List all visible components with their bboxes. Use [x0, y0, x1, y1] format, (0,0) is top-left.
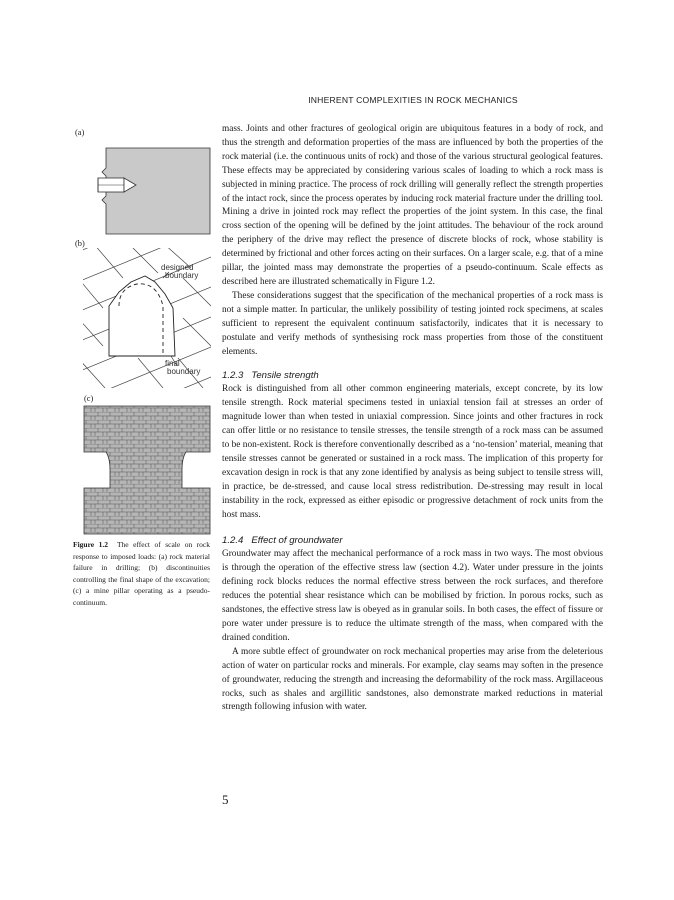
final-boundary-label: final boundary: [165, 359, 201, 376]
figure-panel-c-pillar: [82, 404, 212, 536]
section-heading-tensile-strength: 1.2.3 Tensile strength: [222, 370, 319, 382]
page-number: 5: [222, 792, 229, 807]
paragraph-4: Groundwater may affect the mechanical performance of a rock mass in two ways. The most obvious is through the operation of the effective stress law (section 4.2). Water under pressure in the joints defining rock blocks reduces the normal effective stress between the rock surfaces, and therefore reduces the potential shear resistance which can be mobilised by friction. In porous rocks, such as sandstones, the effective stress law is obeyed as in granular soils. In both cases, the effect of fissure or pore water under pressure is to reduce the ultimate strength of the mass, when compared with the drained condition.: [222, 549, 603, 643]
figure-caption: Figure 1.2 The effect of scale on rock response to imposed loads: (a) rock material failure in drilling; (b) discontinuities controlling the final shape of the excavation; (c) a mine pillar operating as a pseudo-continuum.: [73, 540, 211, 607]
main-text-column: [222, 123, 603, 715]
figure-panel-c-label: (c): [84, 394, 94, 403]
designed-boundary-label: designed boundary: [161, 263, 199, 280]
figure-panel-a-label: (a): [75, 128, 85, 137]
figure-panel-b-label: (b): [75, 239, 85, 248]
figure-panel-b-drive: [83, 248, 211, 388]
paragraph-3: Rock is distinguished from all other common engineering materials, except concrete, by its low tensile strength. Rock material specimens tested in uniaxial tension fail at stresses an order of magnitude lower than when tested in uniaxial compression. Since joints and other fractures in rock can offer little or no resistance to tensile stresses, the tensile strength of a rock mass can be assumed to be non-existent. Rock is therefore conventionally described as a ‘no-tension’ material, meaning that tensile stresses cannot be generated or sustained in a rock mass. The implication of this property for excavation design in rock is that any zone identified by analysis as being subject to tensile stress will, in practice, be de-stressed, and cause local stress redistribution. De-stressing may result in local instability in the rock, expressed as either episodic or progressive detachment of rock units from the host mass.: [222, 384, 603, 520]
section-heading-effect-of-groundwater: 1.2.4 Effect of groundwater: [222, 535, 343, 547]
running-head: INHERENT COMPLEXITIES IN ROCK MECHANICS: [308, 95, 518, 105]
paragraph-2: These considerations suggest that the specification of the mechanical properties of a rock mass is not a simple matter. In particular, the unlikely possibility of testing jointed rock specimens, at scales sufficient to represent the equivalent continuum satisfactorily, indicates that it is necessary to postulate and verify methods of synthesising rock mass properties from those of the constituent elements.: [222, 290, 603, 357]
figure-panel-a-drilling: [84, 138, 214, 238]
paragraph-5: A more subtle effect of groundwater on rock mechanical properties may arise from the deleterious action of water on particular rocks and minerals. For example, clay seams may soften in the presence of groundwater, reducing the strength and increasing the deformability of the rock mass. Argillaceous rocks, such as shales and argillitic sandstones, also demonstrate marked reductions in material strength following infusion with water.: [222, 646, 603, 713]
paragraph-1: mass. Joints and other fractures of geological origin are ubiquitous features in a body of rock, and thus the strength and deformation properties of the mass are influenced by both the properties of the rock material (i.e. the continuous units of rock) and those of the various structural geological features. These effects may be appreciated by considering various scales of loading to which a rock mass is subjected in mining practice. The process of rock drilling will generally reflect the strength properties of the intact rock, since the process operates by inducing rock material fracture under the drilling tool. Mining a drive in jointed rock may reflect the properties of the joint system. In this case, the final cross section of the opening will be defined by the joint attitudes. The behaviour of the rock around the periphery of the drive may reflect the presence of discrete blocks of rock, whose stability is determined by frictional and other forces acting on their surfaces. On a larger scale, e.g. that of a mine pillar, the jointed mass may demonstrate the properties of a pseudo-continuum. Scale effects as described here are illustrated schematically in Figure 1.2.: [222, 124, 603, 287]
